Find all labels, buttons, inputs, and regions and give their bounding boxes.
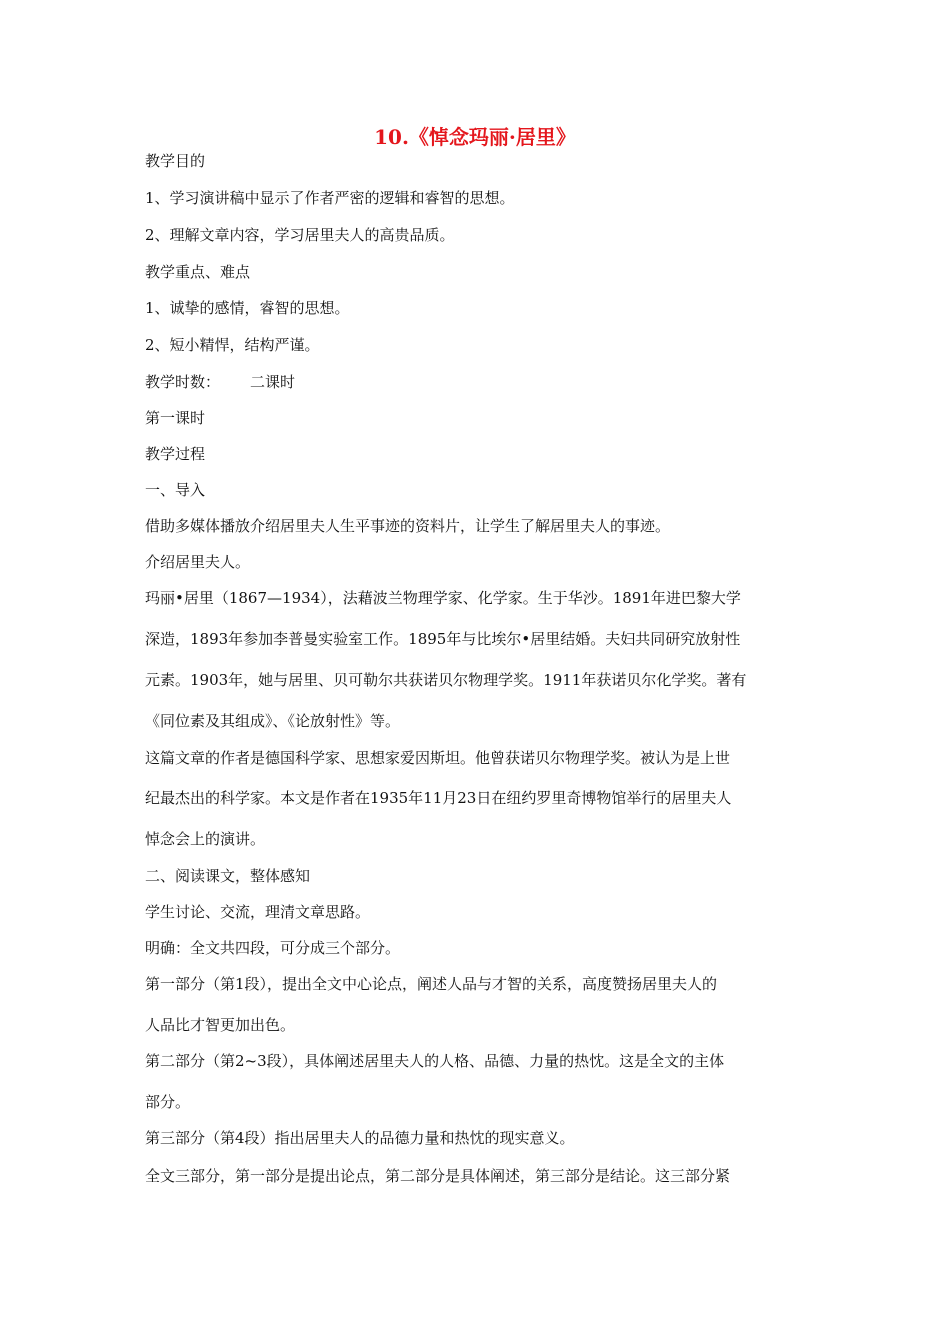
paragraph-line: 这篇文章的作者是德国科学家、思想家爱因斯坦。他曾获诺贝尔物理学奖。被认为是上世 bbox=[145, 749, 731, 767]
document-title: 10.《悼念玛丽·居里》 bbox=[374, 125, 576, 149]
goal-item-1: 1、学习演讲稿中显示了作者严密的逻辑和睿智的思想。 bbox=[145, 189, 515, 207]
paragraph-line: 全文三部分，第一部分是提出论点，第二部分是具体阐述，第三部分是结论。这三部分紧 bbox=[145, 1167, 731, 1185]
heading-teaching-goals: 教学目的 bbox=[145, 152, 206, 170]
section-introduction: 一、导入 bbox=[145, 481, 206, 499]
class-hours-label: 教学时数： bbox=[145, 373, 221, 391]
paragraph-line: 部分。 bbox=[145, 1093, 191, 1111]
goal-item-2: 2、理解文章内容，学习居里夫人的高贵品质。 bbox=[145, 226, 455, 244]
class-hours-line bbox=[145, 372, 810, 392]
paragraph-line: 第一部分（第1段），提出全文中心论点，阐述人品与才智的关系，高度赞扬居里夫人的 bbox=[145, 975, 718, 993]
paragraph-line: 人品比才智更加出色。 bbox=[145, 1016, 296, 1034]
section-reading: 二、阅读课文，整体感知 bbox=[145, 867, 311, 885]
heading-teaching-process: 教学过程 bbox=[145, 445, 206, 463]
paragraph-line: 《同位素及其组成》、《论放射性》等。 bbox=[145, 712, 401, 730]
paragraph-line: 学生讨论、交流，理清文章思路。 bbox=[145, 903, 371, 921]
heading-first-lesson: 第一课时 bbox=[145, 409, 206, 427]
paragraph-line: 元素。1903年，她与居里、贝可勒尔共获诺贝尔物理学奖。1911年获诺贝尔化学奖。著有 bbox=[145, 671, 747, 689]
key-point-1: 1、诚挚的感情，睿智的思想。 bbox=[145, 299, 350, 317]
paragraph-line: 明确：全文共四段，可分成三个部分。 bbox=[145, 939, 401, 957]
paragraph-line: 深造，1893年参加李普曼实验室工作。1895年与比埃尔•居里结婚。夫妇共同研究放射性 bbox=[145, 630, 741, 648]
heading-key-points: 教学重点、难点 bbox=[145, 263, 251, 281]
paragraph-line: 第二部分（第2~3段），具体阐述居里夫人的人格、品德、力量的热忱。这是全文的主体 bbox=[145, 1052, 725, 1070]
paragraph-line: 介绍居里夫人。 bbox=[145, 553, 251, 571]
paragraph-line: 悼念会上的演讲。 bbox=[145, 830, 266, 848]
key-point-2: 2、短小精悍，结构严谨。 bbox=[145, 336, 320, 354]
paragraph-line: 第三部分（第4段）指出居里夫人的品德力量和热忱的现实意义。 bbox=[145, 1129, 575, 1147]
paragraph-line: 玛丽•居里（1867—1934），法藉波兰物理学家、化学家。生于华沙。1891年进巴黎大学 bbox=[145, 589, 741, 607]
class-hours-value: 二课时 bbox=[250, 373, 296, 391]
paragraph-line: 借助多媒体播放介绍居里夫人生平事迹的资料片，让学生了解居里夫人的事迹。 bbox=[145, 517, 671, 535]
paragraph-line: 纪最杰出的科学家。本文是作者在1935年11月23日在纽约罗里奇博物馆举行的居里夫人 bbox=[145, 789, 732, 807]
